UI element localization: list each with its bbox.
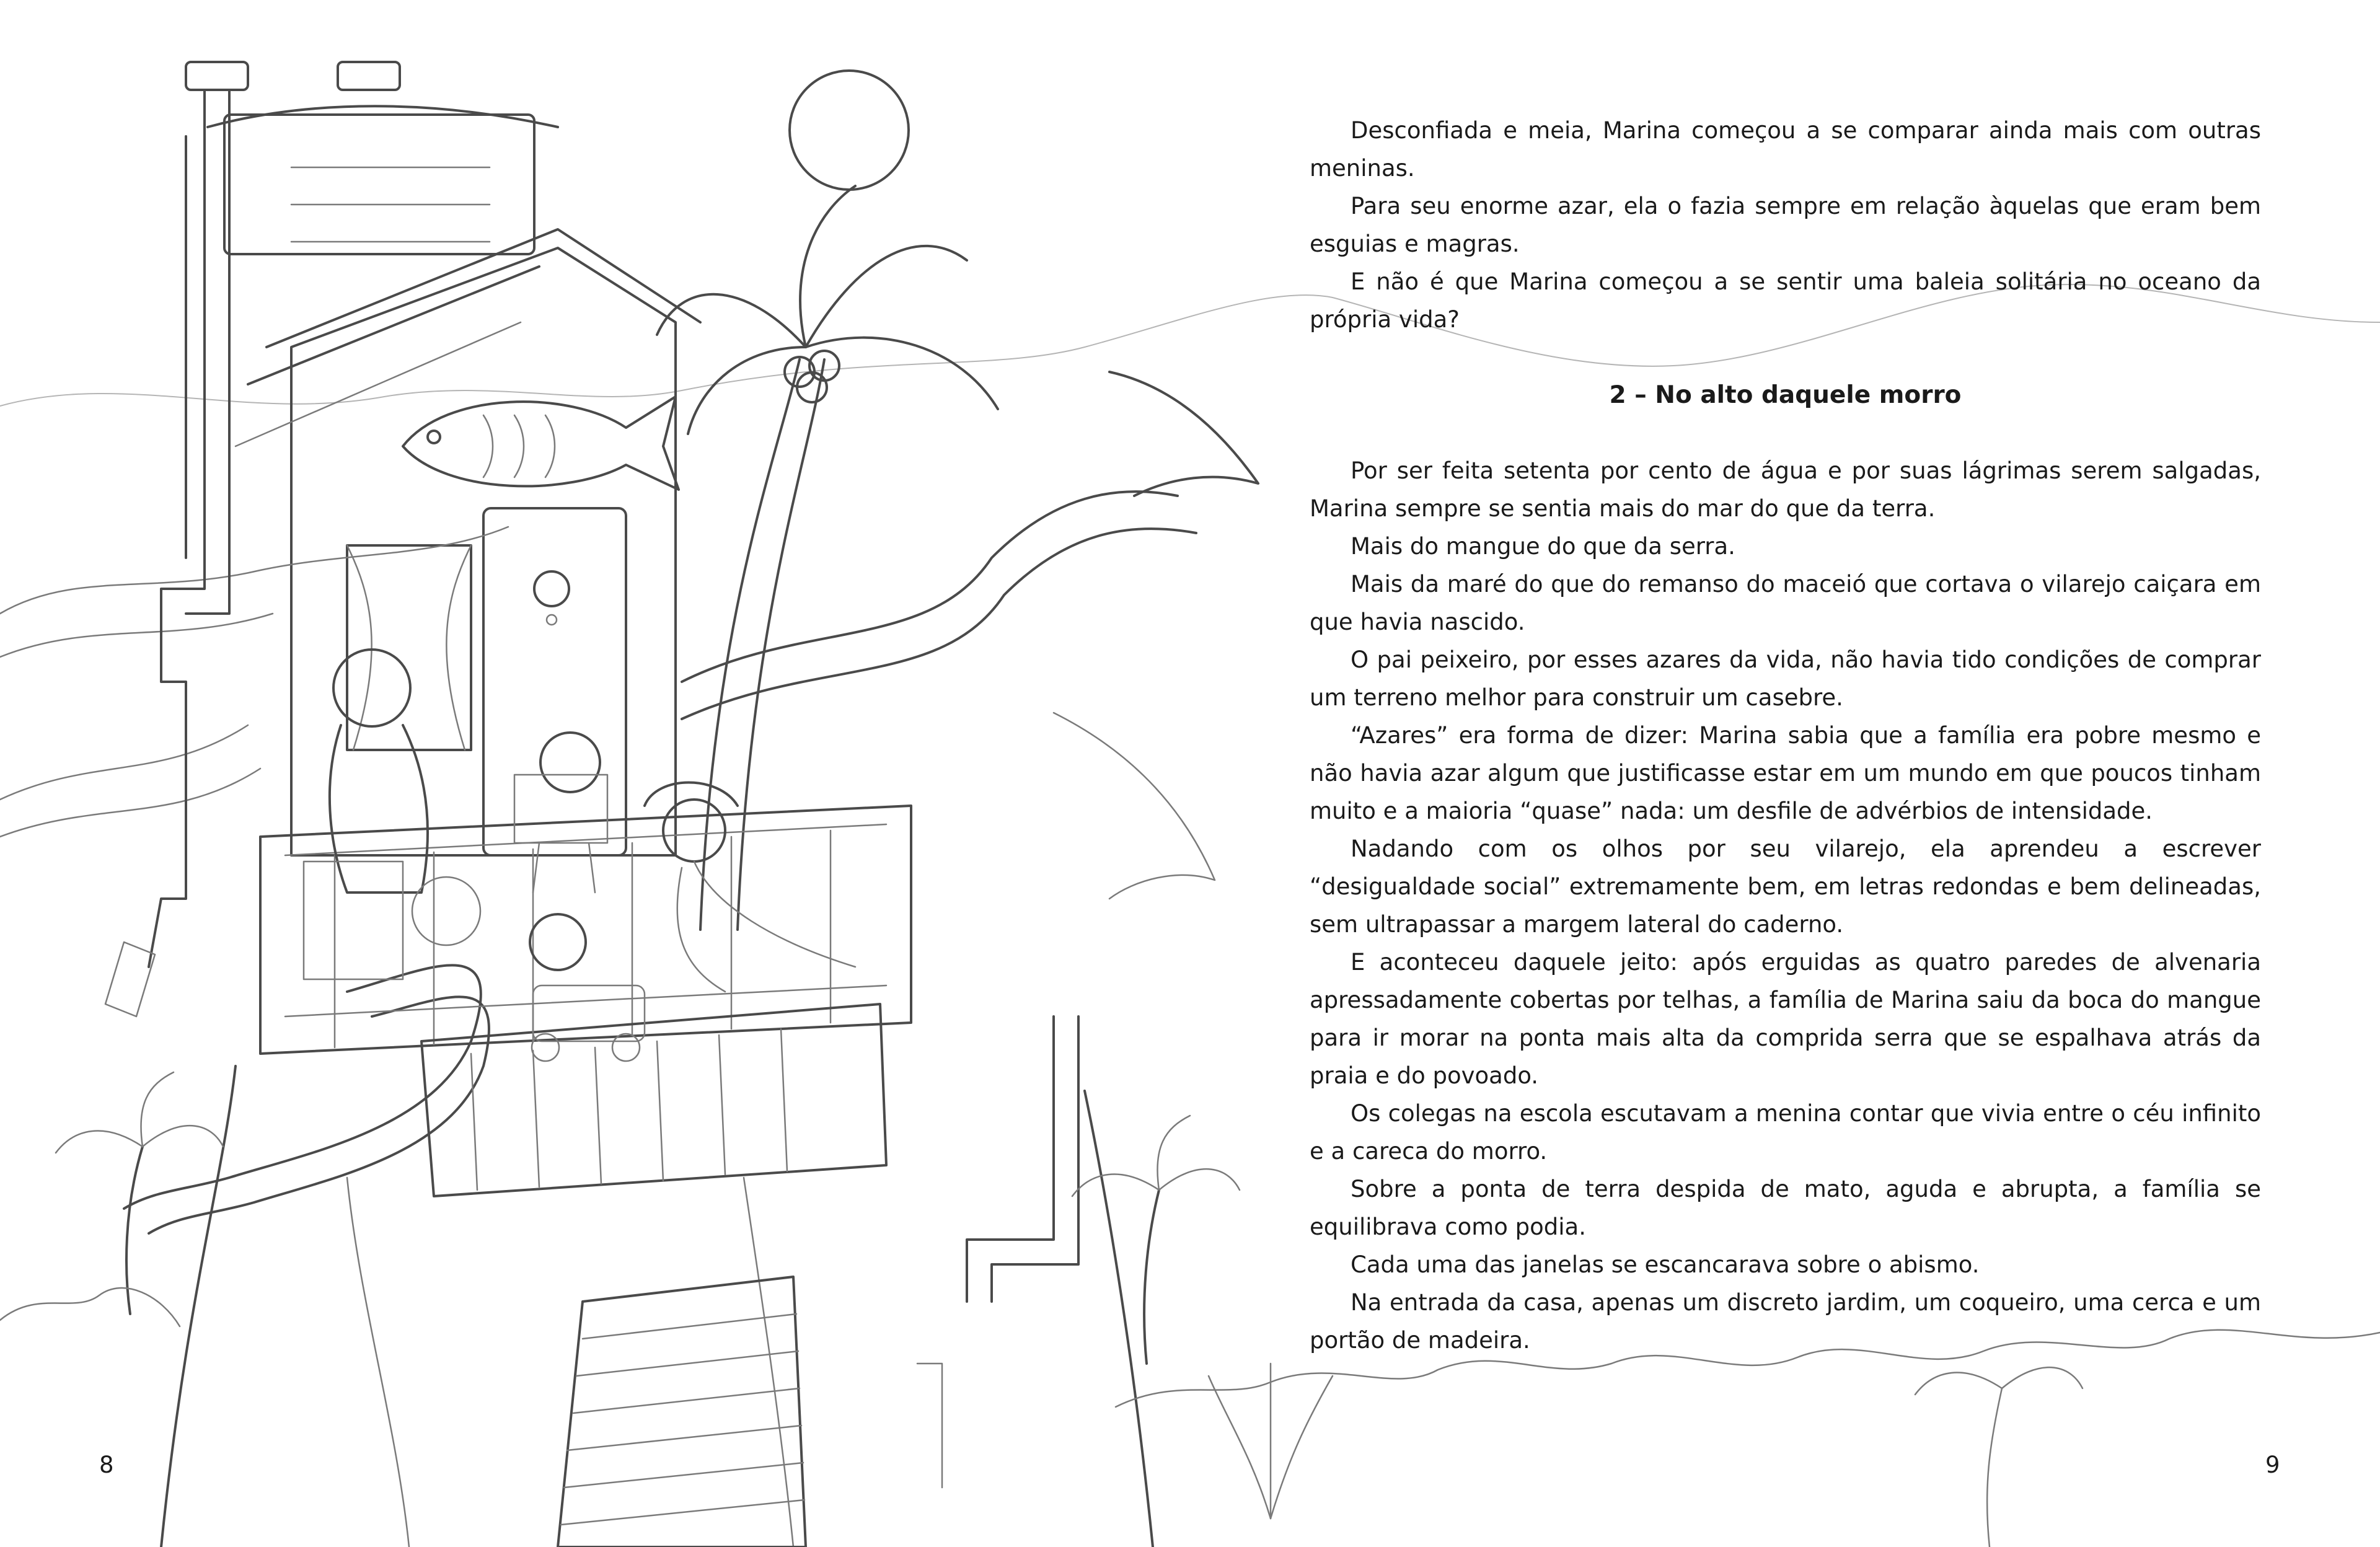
paragraph: “Azares” era forma de dizer: Marina sabia que a família era pobre mesmo e não havia azar algum que justificasse estar em um mundo em que poucos tinham muito e a maioria “quase” nada: um desfile de advérbios de intensidade.: [1310, 722, 2261, 824]
door-knocker-icon: [534, 571, 569, 606]
right-page-text: [1310, 112, 2261, 1359]
fern-drawing: [1209, 1364, 1333, 1518]
mother-sewing-figure: [304, 650, 480, 979]
chapter-title: 2 – No alto daquele morro: [1609, 381, 1962, 409]
fish-drawing: [403, 397, 679, 490]
paragraph: Os colegas na escola escutavam a menina contar que vivia entre o céu infinito e a careca do morro.: [1310, 1100, 2261, 1165]
paragraph: Mais da maré do que do remanso do maceió que cortava o vilarejo caiçara em que havia nascido.: [1310, 571, 2261, 635]
bottom-right-palm: [1915, 1367, 2082, 1547]
paragraph: Sobre a ponta de terra despida de mato, aguda e abrupta, a família se equilibrava como podia.: [1310, 1176, 2261, 1240]
left-page-number: 8: [99, 1452, 114, 1478]
sun-icon: [790, 71, 909, 190]
child-reading-figure: [514, 733, 607, 892]
palm-tree-drawing: [657, 186, 998, 930]
paragraph: Por ser feita setenta por cento de água e por suas lágrimas serem salgadas, Marina sempre se sentia mais do mar do que da terra.: [1310, 457, 2261, 522]
paragraph: E não é que Marina começou a se sentir uma baleia solitária no oceano da própria vida?: [1310, 268, 2261, 333]
paragraph: Nadando com os olhos por seu vilarejo, ela aprendeu a escrever “desigualdade social” extremamente bem, em letras redondas e bem delineadas, sem ultrapassar a margem lateral do caderno.: [1310, 835, 2261, 938]
paragraph: Desconfiada e meia, Marina começou a se comparar ainda mais com outras meninas.: [1310, 117, 2261, 182]
paragraph: E aconteceu daquele jeito: após erguidas as quatro paredes de alvenaria apressadamente cobertas por telhas, a família de Marina saiu da boca do mangue para ir morar na ponta mais alta da comprida serra que se espalhava atrás da praia e do povoado.: [1310, 949, 2261, 1089]
paragraph: Na entrada da casa, apenas um discreto jardim, um coqueiro, uma cerca e um portão de madeira.: [1310, 1289, 2261, 1354]
paragraph: Mais do mangue do que da serra.: [1351, 533, 1735, 560]
paragraph: Cada uma das janelas se escancarava sobre o abismo.: [1351, 1251, 1980, 1278]
right-page-number: 9: [2265, 1452, 2280, 1478]
paragraph: Para seu enorme azar, ela o fazia sempre em relação àquelas que eram bem esguias e magras.: [1310, 193, 2261, 257]
paragraph: O pai peixeiro, por esses azares da vida, não havia tido condições de comprar um terreno melhor para construir um casebre.: [1310, 646, 2261, 711]
